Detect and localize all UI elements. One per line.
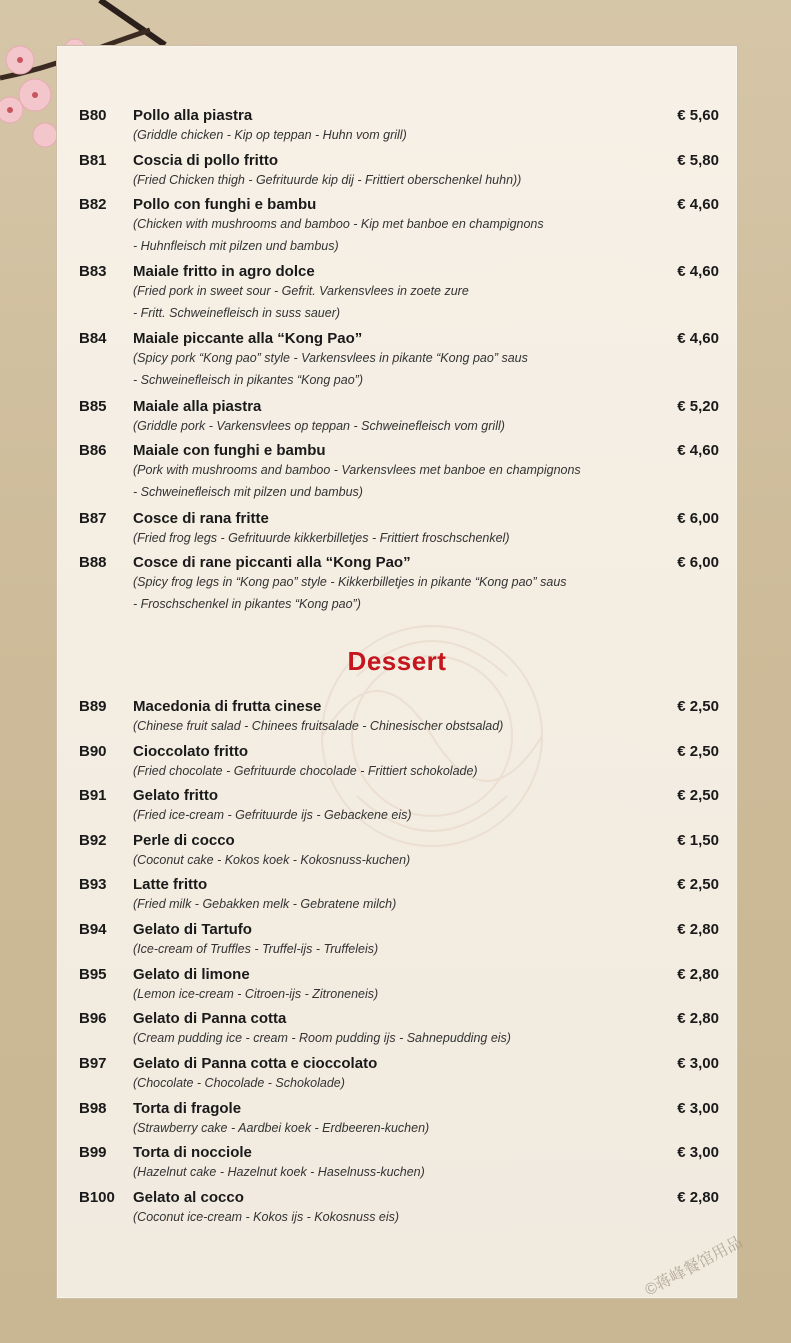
item-description: (Strawberry cake - Aardbei koek - Erdbeeren-kuchen) <box>133 1121 430 1135</box>
item-price: € 3,00 <box>677 1055 719 1072</box>
item-code: B94 <box>79 921 107 938</box>
item-code: B81 <box>79 152 107 169</box>
menu-card <box>56 45 738 1299</box>
item-name: Maiale con funghi e bambu <box>133 442 326 459</box>
item-code: B98 <box>79 1100 107 1117</box>
item-code: B99 <box>79 1144 107 1161</box>
item-description: (Chicken with mushrooms and bamboo - Kip met banboe en champignons <box>133 217 544 231</box>
item-price: € 4,60 <box>677 196 719 213</box>
item-code: B93 <box>79 876 107 893</box>
item-description: (Fried ice-cream - Gefrituurde ijs - Gebackene eis) <box>133 808 412 822</box>
item-name: Maiale alla piastra <box>133 398 262 415</box>
item-description: (Fried pork in sweet sour - Gefrit. Varkensvlees in zoete zure <box>133 284 469 298</box>
item-code: B90 <box>79 743 107 760</box>
item-code: B95 <box>79 966 107 983</box>
item-name: Torta di nocciole <box>133 1144 252 1161</box>
item-code: B83 <box>79 263 107 280</box>
watermark: ©蒋峰餐馆用品 <box>642 1233 746 1300</box>
item-name: Gelato di Tartufo <box>133 921 252 938</box>
item-price: € 2,50 <box>677 876 719 893</box>
item-code: B80 <box>79 107 107 124</box>
item-description: (Cream pudding ice - cream - Room pudding ijs - Sahnepudding eis) <box>133 1031 511 1045</box>
item-price: € 2,80 <box>677 966 719 983</box>
item-price: € 6,00 <box>677 554 719 571</box>
item-description: (Chinese fruit salad - Chinees fruitsalade - Chinesischer obstsalad) <box>133 719 504 733</box>
item-description: (Ice-cream of Truffles - Truffel-ijs - Truffeleis) <box>133 942 379 956</box>
item-description: (Coconut ice-cream - Kokos ijs - Kokosnuss eis) <box>133 1210 400 1224</box>
item-name: Gelato fritto <box>133 787 218 804</box>
item-description: (Spicy pork “Kong pao” style - Varkensvlees in pikante “Kong pao” saus <box>133 351 528 365</box>
item-code: B97 <box>79 1055 107 1072</box>
dragon-ornament <box>197 586 667 886</box>
item-name: Maiale fritto in agro dolce <box>133 263 315 280</box>
item-name: Macedonia di frutta cinese <box>133 698 322 715</box>
item-price: € 4,60 <box>677 442 719 459</box>
item-description: (Pork with mushrooms and bamboo - Varkensvlees met banboe en champignons <box>133 463 581 477</box>
item-name: Coscia di pollo fritto <box>133 152 278 169</box>
item-code: B85 <box>79 398 107 415</box>
item-description-2: - Schweinefleisch in pikantes “Kong pao”) <box>133 373 363 387</box>
item-description-2: - Huhnfleisch mit pilzen und bambus) <box>133 239 339 253</box>
item-code: B91 <box>79 787 107 804</box>
item-name: Gelato al cocco <box>133 1189 244 1206</box>
item-price: € 1,50 <box>677 832 719 849</box>
item-price: € 2,50 <box>677 743 719 760</box>
section-title-dessert: Dessert <box>347 646 447 676</box>
item-name: Maiale piccante alla “Kong Pao” <box>133 330 363 347</box>
item-code: B89 <box>79 698 107 715</box>
item-price: € 2,50 <box>677 698 719 715</box>
item-price: € 3,00 <box>677 1100 719 1117</box>
item-price: € 5,80 <box>677 152 719 169</box>
item-description: (Griddle pork - Varkensvlees op teppan - Schweinefleisch vom grill) <box>133 419 505 433</box>
item-name: Pollo con funghi e bambu <box>133 196 317 213</box>
item-code: B86 <box>79 442 107 459</box>
item-name: Gelato di limone <box>133 966 250 983</box>
item-code: B88 <box>79 554 107 571</box>
item-name: Perle di cocco <box>133 832 235 849</box>
item-description-2: - Schweinefleisch mit pilzen und bambus) <box>133 485 363 499</box>
item-name: Cosce di rana fritte <box>133 510 269 527</box>
item-name: Cosce di rane piccanti alla “Kong Pao” <box>133 554 411 571</box>
item-description: (Fried milk - Gebakken melk - Gebratene milch) <box>133 897 397 911</box>
item-price: € 5,60 <box>677 107 719 124</box>
item-description-2: - Froschschenkel in pikantes “Kong pao”) <box>133 597 361 611</box>
item-name: Cioccolato fritto <box>133 743 248 760</box>
item-code: B96 <box>79 1010 107 1027</box>
item-price: € 6,00 <box>677 510 719 527</box>
item-description-2: - Fritt. Schweinefleisch in suss sauer) <box>133 306 341 320</box>
item-description: (Chocolate - Chocolade - Schokolade) <box>133 1076 345 1090</box>
item-price: € 3,00 <box>677 1144 719 1161</box>
item-price: € 4,60 <box>677 330 719 347</box>
item-description: (Fried Chicken thigh - Gefrituurde kip dij - Frittiert oberschenkel huhn)) <box>133 173 522 187</box>
item-code: B87 <box>79 510 107 527</box>
item-price: € 4,60 <box>677 263 719 280</box>
item-name: Gelato di Panna cotta <box>133 1010 287 1027</box>
item-code: B100 <box>79 1189 115 1206</box>
item-name: Torta di fragole <box>133 1100 242 1117</box>
item-description: (Fried chocolate - Gefrituurde chocolade - Frittiert schokolade) <box>133 764 478 778</box>
item-price: € 2,80 <box>677 1010 719 1027</box>
item-description: (Hazelnut cake - Hazelnut koek - Haselnuss-kuchen) <box>133 1165 425 1179</box>
item-price: € 2,50 <box>677 787 719 804</box>
item-name: Gelato di Panna cotta e cioccolato <box>133 1055 378 1072</box>
item-description: (Fried frog legs - Gefrituurde kikkerbilletjes - Frittiert froschschenkel) <box>133 531 510 545</box>
item-description: (Lemon ice-cream - Citroen-ijs - Zitroneneis) <box>133 987 379 1001</box>
item-price: € 2,80 <box>677 1189 719 1206</box>
item-price: € 5,20 <box>677 398 719 415</box>
item-code: B84 <box>79 330 107 347</box>
item-code: B92 <box>79 832 107 849</box>
item-description: (Griddle chicken - Kip op teppan - Huhn vom grill) <box>133 128 407 142</box>
item-code: B82 <box>79 196 107 213</box>
item-name: Pollo alla piastra <box>133 107 253 124</box>
item-description: (Spicy frog legs in “Kong pao” style - Kikkerbilletjes in pikante “Kong pao” saus <box>133 575 567 589</box>
item-description: (Coconut cake - Kokos koek - Kokosnuss-kuchen) <box>133 853 411 867</box>
item-name: Latte fritto <box>133 876 208 893</box>
item-price: € 2,80 <box>677 921 719 938</box>
